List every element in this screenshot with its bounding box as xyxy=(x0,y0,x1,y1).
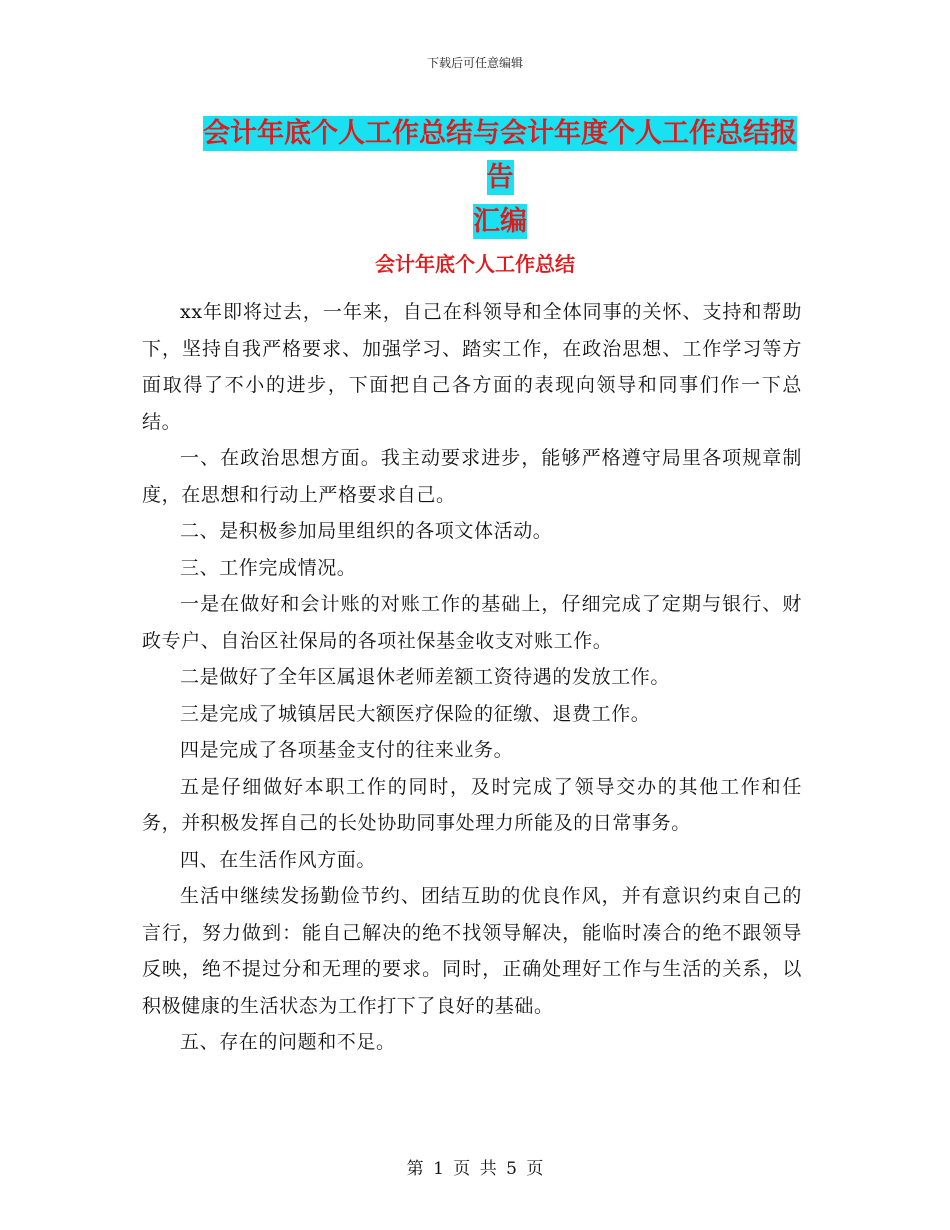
paragraph: 二是做好了全年区属退休老师差额工资待遇的发放工作。 xyxy=(180,666,671,688)
document-title-line-1: 会计年底个人工作总结与会计年度个人工作总结报告 xyxy=(203,118,797,193)
section-title: 会计年底个人工作总结 xyxy=(375,252,575,276)
paragraph: 三、工作完成情况。 xyxy=(180,556,357,579)
document-title xyxy=(190,112,810,244)
document-body xyxy=(142,294,802,1061)
paragraph: 五、存在的问题和不足。 xyxy=(180,1031,396,1053)
paragraph: 五是仔细做好本职工作的同时，及时完成了领导交办的其他工作和任务，并积极发挥自己的长处协助同事处理力所能及的日常事务。 xyxy=(142,775,802,834)
paragraph: 三是完成了城镇居民大额医疗保险的征缴、退费工作。 xyxy=(180,702,651,725)
document-title-line-2: 汇编 xyxy=(473,206,527,237)
paragraph: 四是完成了各项基金支付的往来业务。 xyxy=(180,739,514,761)
header-note: 下载后可任意编辑 xyxy=(426,56,523,70)
paragraph: 生活中继续发扬勤俭节约、团结互助的优良作风，并有意识约束自己的言行，努力做到：能自己解决的绝不找领导解决，能临时凑合的绝不跟领导反映，绝不提过分和无理的要求。同时，正确处理好工作与生活的关系，以积极健康的生活状态为工作打下了良好的基础。 xyxy=(142,885,802,1017)
paragraph: xx年即将过去，一年来，自己在科领导和全体同事的关怀、支持和帮助下，坚持自我严格要求、加强学习、踏实工作，在政治思想、工作学习等方面取得了不小的进步，下面把自己各方面的表现向领导和同事们作一下总结。 xyxy=(142,301,802,433)
paragraph: 一是在做好和会计账的对账工作的基础上，仔细完成了定期与银行、财政专户、自治区社保局的各项社保基金收支对账工作。 xyxy=(142,593,802,652)
page-footer: 第 1 页 共 5 页 xyxy=(406,1159,544,1179)
paragraph: 一、在政治思想方面。我主动要求进步，能够严格遵守局里各项规章制度，在思想和行动上严格要求自己。 xyxy=(142,447,802,506)
paragraph: 四、在生活作风方面。 xyxy=(180,848,377,871)
paragraph: 二、是积极参加局里组织的各项文体活动。 xyxy=(180,520,553,542)
